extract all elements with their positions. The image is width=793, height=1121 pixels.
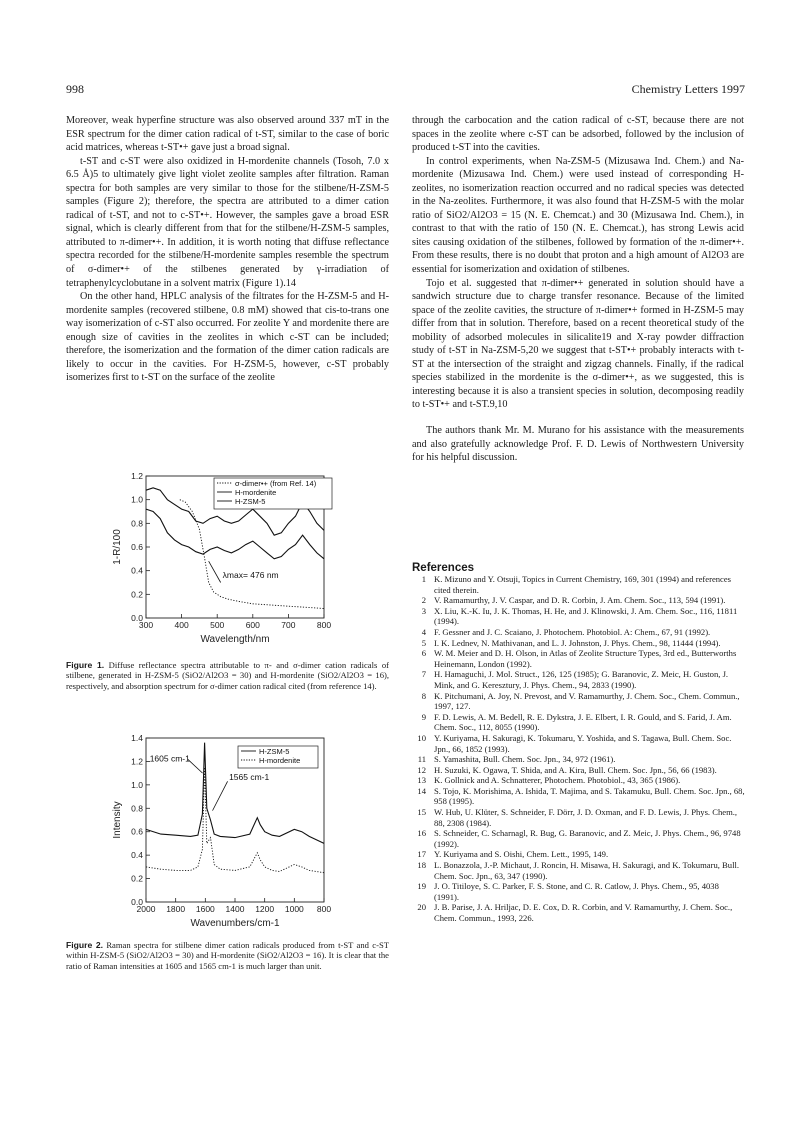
paragraph: Moreover, weak hyperfine structure was also observed around 337 mT in the ESR spectrum for the dimer cation radical of t-ST, similar to the case of boric acid matrices, whereas t-ST•+ gave just a broad signal. [66, 115, 389, 154]
reference-item [412, 765, 746, 776]
y-tick-label: 0.4 [131, 850, 143, 861]
y-tick-label: 1.2 [131, 471, 143, 481]
x-tick-label: 1800 [166, 904, 186, 914]
figure-2-caption [66, 940, 389, 971]
reference-number: 12 [417, 764, 426, 775]
reference-number: 19 [417, 881, 426, 892]
reference-item [412, 775, 746, 786]
reference-text: S. Schneider, C. Scharnagl, R. Bug, G. Baranovic, and Z. Meic, J. Phys. Chem., 96, 9748 (1992). [434, 828, 741, 849]
reference-text: J. O. Titiloye, S. C. Parker, F. S. Stone, and C. R. Catlow, J. Phys. Chem., 95, 4038 (1991). [434, 881, 719, 902]
reference-text: I. K. Lednev, N. Mathivanan, and L. J. Johnston, J. Phys. Chem., 98, 11444 (1994). [434, 637, 721, 648]
series-line [146, 767, 324, 872]
reference-item [412, 669, 746, 690]
reference-number: 11 [417, 754, 426, 765]
reference-item [412, 595, 746, 606]
x-tick-label: 2000 [136, 904, 156, 914]
y-tick-label: 1.2 [131, 756, 143, 767]
reference-item [412, 691, 746, 712]
figure-2 [66, 732, 396, 932]
annotation-arrow [209, 561, 221, 582]
reference-text: S. Tojo, K. Morishima, A. Ishida, T. Majima, and S. Takamuku, Bull. Chem. Soc. Jpn., 68, 958 (1995). [434, 785, 745, 807]
y-tick-label: 0.2 [131, 589, 143, 600]
reference-text: K. Pitchumani, A. Joy, N. Prevost, and V. Ramamurthy, J. Chem. Soc., Chem. Commun., 1997, 127. [434, 690, 740, 712]
reference-list [412, 574, 746, 924]
reference-number: 16 [417, 828, 426, 839]
legend-label: H-ZSM-5 [259, 747, 290, 756]
y-tick-label: 0.8 [131, 803, 143, 814]
y-tick-label: 0.4 [131, 565, 143, 576]
x-axis-label: Wavelength/nm [200, 634, 270, 645]
y-tick-label: 0.8 [131, 518, 143, 529]
reference-number: 14 [417, 785, 426, 796]
y-axis-label: Intensity [112, 801, 123, 839]
y-tick-label: 0.0 [131, 897, 143, 907]
reference-text: Y. Kuriyama and S. Oishi, Chem. Lett., 1995, 149. [434, 849, 609, 860]
reference-text: H. Suzuki, K. Ogawa, T. Shida, and A. Kira, Bull. Chem. Soc. Jpn., 56, 66 (1983). [434, 764, 717, 775]
reference-number: 2 [421, 595, 426, 606]
reference-number: 1 [421, 574, 426, 584]
lambda-max-annotation: λmax= 476 nm [222, 569, 279, 580]
x-tick-label: 600 [245, 620, 260, 630]
figure-1-label: Figure 1. [66, 660, 105, 670]
reference-item [412, 627, 746, 638]
figure-1-caption-text: Diffuse reflectance spectra attributable to π- and σ-dimer cation radicals of stilbene, generated in H-ZSM-5 (SiO2/Al2O3 = 30) and H-mordenite (SiO2/Al2O3 = 16), respectively, and absorption spectrum for σ-dimer cation radical cited (from reference 14). [66, 660, 389, 691]
x-tick-label: 800 [316, 904, 332, 914]
reference-text: W. Hub, U. Klüter, S. Schneider, F. Dörr, J. D. Oxman, and F. D. Lewis, J. Phys. Chem., 88, 2308 (1984). [434, 807, 738, 828]
references-heading: References [412, 562, 475, 574]
reference-number: 5 [421, 637, 426, 648]
reference-item [412, 860, 746, 881]
reference-text: V. Ramamurthy, J. V. Caspar, and D. R. Corbin, J. Am. Chem. Soc., 113, 594 (1991). [434, 595, 726, 606]
reference-number: 9 [421, 711, 426, 722]
paragraph: Tojo et al. suggested that π-dimer•+ generated in solution should have a sandwich structure due to charge transfer resonance. Because of the limited space of the zeolite cavities, the structure of π-dimer•+ formed in H-ZSM-5 may differ from that in solution. Therefore, based on a recent theoretical study of the mobility of adsorbed molecules in silicalite19 and X-ray powder diffraction study of t-ST in Na-ZSM-5,20 we suggest that t-ST•+ probably interacts with t-ST at the intersection of the straight and zigzag channels. Finally, if the radical species stabilized in the mordenite is the σ-dimer•+, as we suggested, this is interesting because it is also a transient species in solution, decomposing readily to t-ST•+ and t-ST.9,10 [412, 277, 744, 411]
left-column [66, 114, 389, 385]
y-tick-label: 1.4 [131, 733, 143, 743]
right-column [412, 114, 744, 465]
figure-2-caption-text: Raman spectra for stilbene dimer cation radicals produced from t-ST and c-ST within H-ZSM-5 (SiO2/Al2O3 = 30) and H-mordenite (SiO2/Al2O3 = 16). It is clear that the ratio of Raman intensities at 1605 and 1565 cm-1 is much larger than unit. [66, 940, 389, 971]
paragraph: On the other hand, HPLC analysis of the filtrates for the H-ZSM-5 and H-mordenite samples (recovered stilbene, 0.8 mM) showed that cis-to-trans one way isomerization of c-ST also occurred. For zeolite Y and mordenite there are enough size of cavities in the zeolites in which c-ST can be included; therefore, the isomerization and the formation of the dimer cation radicals are likely to occur in the cavities. For H-ZSM-5, however, c-ST probably isomerizes first to t-ST on the surface of the zeolite [66, 291, 389, 384]
figure-2-chart [66, 732, 396, 932]
reference-item [412, 712, 746, 733]
reference-text: K. Gollnick and A. Schnatterer, Photochem. Photobiol., 43, 365 (1986). [434, 775, 681, 786]
reference-number: 20 [417, 902, 426, 913]
annotation-arrow [213, 781, 228, 810]
peak-annotation-1565: 1565 cm-1 [229, 772, 270, 783]
reference-item [412, 902, 746, 923]
page-number: 998 [66, 82, 84, 96]
legend-label: H-mordenite [235, 488, 277, 497]
reference-number: 17 [417, 849, 426, 860]
reference-item [412, 754, 746, 765]
reference-number: 10 [417, 732, 426, 743]
y-axis-label: 1-R/100 [112, 529, 123, 565]
legend-label: H-ZSM-5 [235, 497, 266, 506]
y-tick-label: 1.0 [131, 779, 143, 790]
x-tick-label: 1600 [195, 904, 215, 914]
reference-item [412, 849, 746, 860]
x-tick-label: 1200 [255, 904, 275, 914]
reference-item [412, 733, 746, 754]
x-tick-label: 1400 [225, 904, 245, 914]
reference-item [412, 648, 746, 669]
legend-label: H-mordenite [259, 756, 301, 765]
y-tick-label: 0.6 [131, 826, 143, 837]
y-tick-label: 0.0 [131, 613, 143, 623]
reference-text: K. Mizuno and Y. Otsuji, Topics in Current Chemistry, 169, 301 (1994) and references cited therein. [434, 574, 732, 595]
reference-text: J. B. Parise, J. A. Hriljac, D. E. Cox, D. R. Corbin, and V. Ramamurthy, J. Chem. Soc., Chem. Commun., 1993, 226. [434, 902, 733, 923]
paragraph: through the carbocation and the cation radical of c-ST, because there are not spaces in the zeolite where c-ST can be adsorbed, followed by the inclusion of produced t-ST into the cavities. [412, 115, 744, 154]
reference-text: X. Liu, K.-K. Iu, J. K. Thomas, H. He, and J. Klinowski, J. Am. Chem. Soc., 116, 11811 (1994). [434, 605, 738, 627]
journal-title: Chemistry Letters 1997 [631, 82, 745, 96]
reference-text: H. Hamaguchi, J. Mol. Struct., 126, 125 (1985); G. Baranovic, Z. Meic, H. Guston, J. Mink, and G. Keresztury, J. Phys. Chem., 94, 2833 (1990). [434, 669, 729, 690]
figure-2-label: Figure 2. [66, 940, 103, 950]
legend-label: σ-dimer•+ (from Ref. 14) [235, 479, 317, 488]
x-tick-label: 500 [210, 620, 225, 630]
reference-text: F. D. Lewis, A. M. Bedell, R. E. Dykstra, J. E. Elbert, I. R. Gould, and S. Farid, J. Am. Chem. Soc., 112, 8055 (1990). [434, 711, 732, 733]
reference-item [412, 574, 746, 595]
reference-number: 3 [421, 605, 426, 616]
reference-number: 4 [421, 626, 426, 637]
figure-1 [66, 466, 396, 656]
reference-number: 18 [417, 860, 426, 871]
reference-item [412, 828, 746, 849]
y-tick-label: 0.2 [131, 873, 143, 884]
paragraph: t-ST and c-ST were also oxidized in H-mordenite channels (Tosoh, 7.0 x 6.5 Å)5 to ultimately give light violet zeolite samples after filtration. Raman spectra for both samples are very similar to those for the stilbene/H-ZSM-5 samples (Figure 2); therefore, the spectra are attributed to a dimer cation radical of t-ST, and not to c-ST•+. However, the samples gave a broad ESR signal, which is clearly different from that for the stilbene/H-ZSM-5 samples, attributed to π-dimer•+. In addition, it is worth noting that diffuse reflectance spectra recorded for the stilbene/H-mordenite samples resemble the spectrum of σ-dimer•+ of the stilbenes generated by γ-irradiation of tetraphenylcyclobutane in a solvent matrix (Figure 1).14 [66, 155, 389, 289]
paragraph: In control experiments, when Na-ZSM-5 (Mizusawa Ind. Chem.) and Na-mordenite (Mizusawa Ind. Chem.) were used instead of corresponding H-zeolites, no isomerization reaction occurred and no radical species was detected in the Na-zeolites. Furthermore, it was also found that H-ZSM-5 with the molar ratio of SiO2/Al2O3 = 15 (N. E. Chemcat.) and 30 (Mizusawa Ind. Chem.), in contrast to that with the ratio of 150 (N. E. Chemcat.), has strong Lewis acid sites causing oxidation of the stilbenes, followed by formation of the π-dimer•+. From these results, there is no doubt that proton and a high amount of Al2O3 are essential for isomerization and oxidation of stilbenes. [412, 155, 744, 276]
reference-number: 7 [421, 669, 426, 680]
figure-1-chart [66, 466, 396, 656]
reference-number: 6 [421, 648, 426, 659]
reference-item [412, 638, 746, 649]
reference-text: Y. Kuriyama, H. Sakuragi, K. Tokumaru, Y. Yoshida, and S. Tagawa, Bull. Chem. Soc. Jpn., 66, 1852 (1993). [434, 732, 732, 754]
x-tick-label: 800 [316, 620, 332, 630]
peak-annotation-1605: 1605 cm-1 [149, 753, 190, 764]
y-tick-label: 1.0 [131, 494, 143, 505]
figure-1-caption [66, 660, 389, 691]
reference-text: W. M. Meier and D. H. Olson, in Atlas of Zeolite Structure Types, 3rd ed., Butterworths Heinemann, London (1992). [434, 648, 737, 669]
reference-text: L. Bonazzola, J.-P. Michaut, J. Roncin, H. Misawa, H. Sakuragi, and K. Tokumaru, Bull. Chem. Soc. Jpn., 63, 347 (1990). [434, 860, 739, 881]
reference-number: 8 [421, 690, 426, 701]
x-tick-label: 400 [174, 620, 189, 630]
reference-item [412, 881, 746, 902]
reference-item [412, 807, 746, 828]
x-tick-label: 700 [281, 620, 296, 630]
reference-text: F. Gessner and J. C. Scaiano, J. Photochem. Photobiol. A: Chem., 67, 91 (1992). [434, 626, 711, 637]
reference-number: 13 [417, 775, 426, 786]
series-line [146, 509, 324, 559]
reference-number: 15 [417, 807, 426, 818]
x-axis-label: Wavenumbers/cm-1 [190, 918, 280, 929]
reference-text: S. Yamashita, Bull. Chem. Soc. Jpn., 34, 972 (1961). [434, 754, 616, 765]
x-tick-label: 300 [138, 620, 154, 630]
x-tick-label: 1000 [284, 904, 304, 914]
reference-item [412, 786, 746, 807]
acknowledgement: The authors thank Mr. M. Murano for his assistance with the measurements and also gratefully acknowledge Prof. F. D. Lewis of Northwestern University for his helpful discussion. [412, 425, 744, 464]
reference-item [412, 606, 746, 627]
y-tick-label: 0.6 [131, 542, 143, 552]
